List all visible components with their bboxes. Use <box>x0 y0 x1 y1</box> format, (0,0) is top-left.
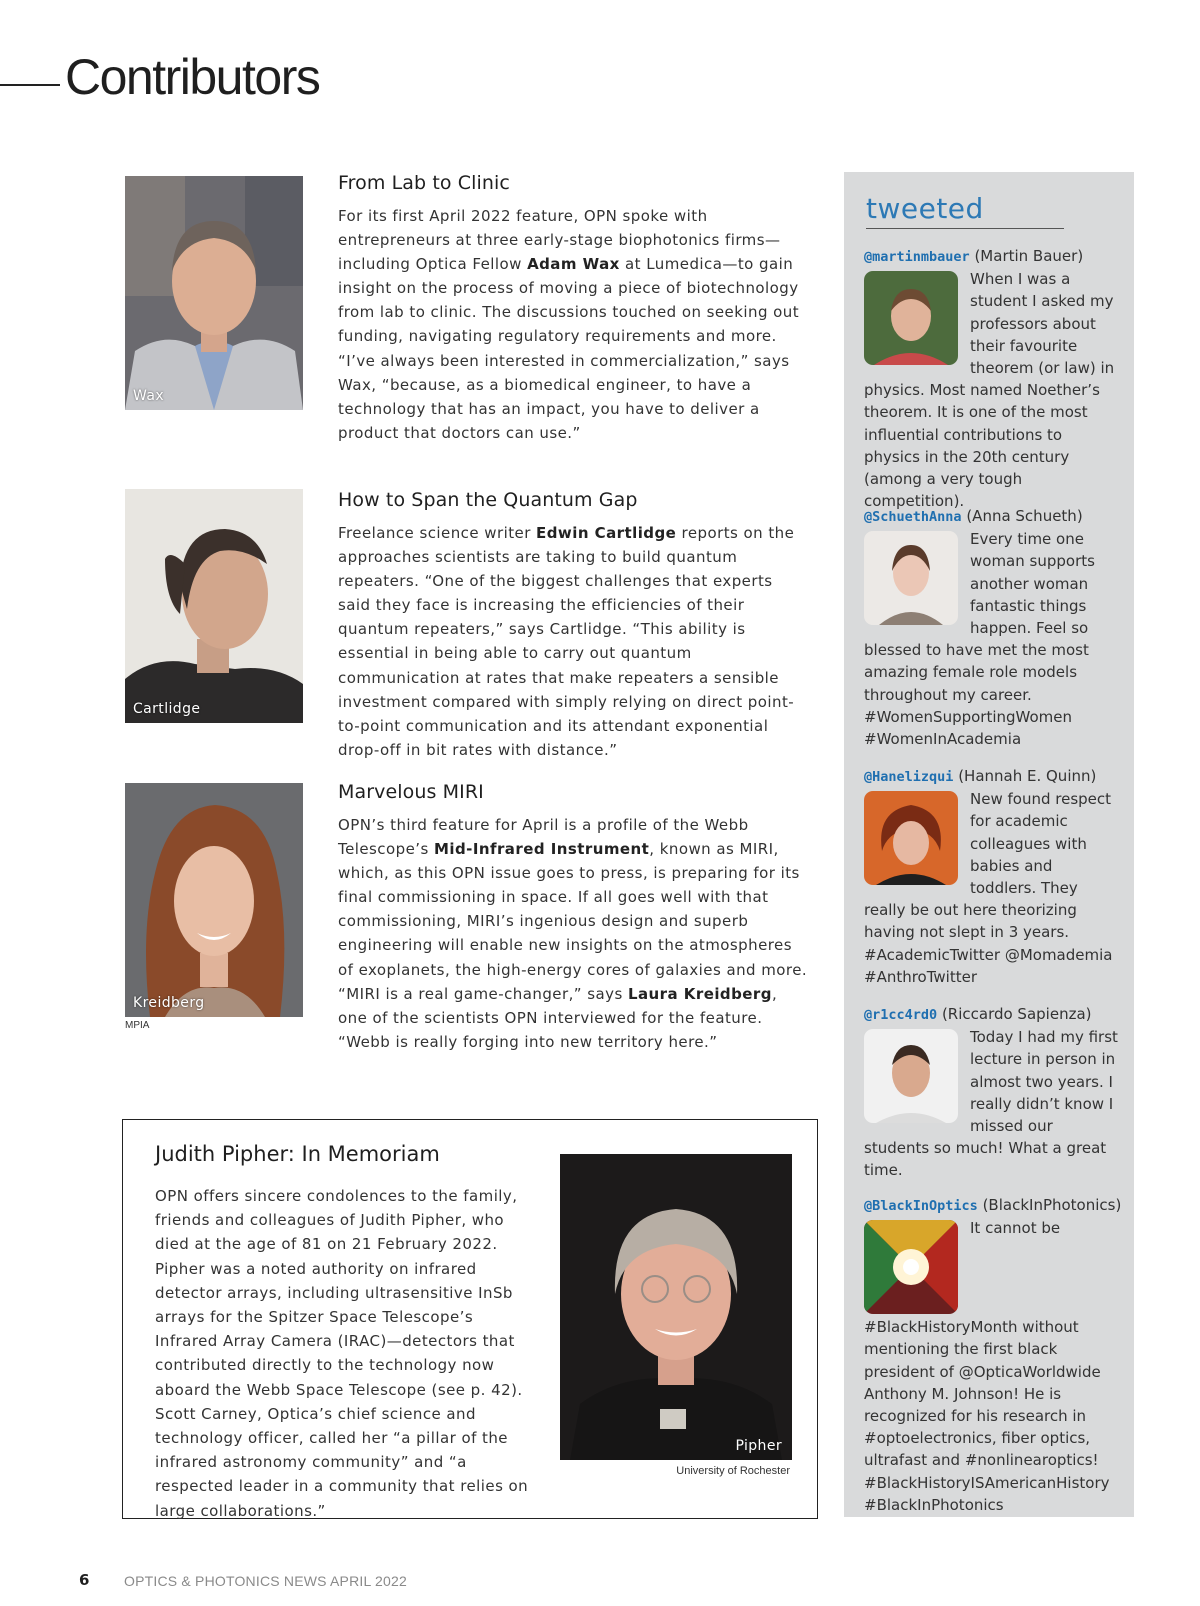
tweet-handle[interactable]: @BlackInOptics <box>864 1198 978 1214</box>
avatar <box>864 791 958 885</box>
avatar <box>864 531 958 625</box>
page-title: Contributors <box>65 49 320 105</box>
tweet-text: It cannot be #BlackHistoryMonth without mentioning the first black president of @OpticaWorldwide Anthony M. Johnson! He is recognized for his research in #optoelectronics, fiber optics, ultrafast and #nonlinearoptics! #BlackHistoryISAmericanHistory #BlackInPhotonics <box>864 1219 1110 1514</box>
sidebar-heading: tweeted <box>866 192 984 225</box>
tweet <box>864 245 1122 512</box>
avatar <box>864 1029 958 1123</box>
tweet <box>864 765 1122 988</box>
tweet <box>864 1194 1122 1516</box>
publication-footer: OPTICS & PHOTONICS NEWS APRIL 2022 <box>124 1573 407 1589</box>
tweet <box>864 1003 1122 1182</box>
author-name: Edwin Cartlidge <box>536 524 677 542</box>
tweeted-sidebar <box>844 172 1134 1517</box>
kreidberg-photo-credit: MPIA <box>125 1020 150 1031</box>
avatar <box>864 271 958 365</box>
avatar <box>864 1220 958 1314</box>
title-rule <box>0 84 60 86</box>
cartlidge-caption: Cartlidge <box>133 701 201 717</box>
story-from-lab-to-clinic <box>338 172 808 445</box>
kreidberg-caption: Kreidberg <box>133 995 205 1011</box>
wax-caption: Wax <box>133 388 165 404</box>
pipher-photo-credit: University of Rochester <box>676 1465 790 1477</box>
memoriam-body: OPN offers sincere condolences to the family, friends and colleagues of Judith Pipher, who died at the age of 81 on 21 February 2022. Pipher was a noted authority on infrared detector arrays, including ultrasensitive InSb arrays for the Spitzer Space Telescope’s Infrared Array Camera (IRAC)—detectors that contributed directly to the technology now aboard the Webb Space Telescope (see p. 42). Scott Carney, Optica’s chief science and technology officer, called her “a pillar of the infrared astronomy community” and “a respected leader in a community that relies on large collaborations.” <box>155 1187 529 1520</box>
tweet-author: (Hannah E. Quinn) <box>958 767 1097 785</box>
tweet-author: (Martin Bauer) <box>974 247 1084 265</box>
story-body: Freelance science writer Edwin Cartlidge reports on the approaches scientists are taking to build quantum repeaters. “One of the biggest challenges that experts said they face is increasing the efficiencies of their quantum repeaters,” says Cartlidge. “This ability is essential in being able to carry out quantum communication at rates that make repeaters a sensible investment compared with simply relying on direct point-to-point communication and its attendant exponential drop-off in bit rates with distance.” <box>338 524 795 759</box>
tweet <box>864 505 1122 750</box>
pipher-caption: Pipher <box>735 1438 782 1454</box>
tweet-author: (Anna Schueth) <box>966 507 1083 525</box>
tweet-text: Every time one woman supports another woman fantastic things happen. Feel so blessed to have met the most amazing female role models throughout my career. #WomenSupportingWomen #WomenInAcademia <box>864 530 1095 749</box>
tweet-text: New found respect for academic colleagues with babies and toddlers. They really be out here theorizing having not slept in 3 years. #AcademicTwitter @Momademia #AnthroTwitter <box>864 790 1113 986</box>
tweet-text: Today I had my first lecture in person in almost two years. I really didn’t know I missed our students so much! What a great time. <box>864 1028 1118 1180</box>
story-quantum-gap <box>338 489 808 762</box>
tweet-handle[interactable]: @SchuethAnna <box>864 509 962 525</box>
author-name: Adam Wax <box>527 255 620 274</box>
story-heading: Marvelous MIRI <box>338 781 484 803</box>
story-heading: From Lab to Clinic <box>338 172 510 194</box>
author-name: Laura Kreidberg <box>627 984 772 1003</box>
wax-photo <box>125 176 303 410</box>
memoriam-box <box>122 1119 818 1519</box>
tweet-handle[interactable]: @Hanelizqui <box>864 769 954 785</box>
tweet-handle[interactable]: @r1cc4rd0 <box>864 1007 938 1023</box>
kreidberg-photo <box>125 783 303 1017</box>
story-marvelous-miri <box>338 781 808 1054</box>
tweet-author: (Riccardo Sapienza) <box>941 1005 1092 1023</box>
story-body: For its first April 2022 feature, OPN spoke with entrepreneurs at three early-stage biophotonics firms—including Optica Fellow Adam Wax at Lumedica—to gain insight on the process of moving a piece of biotechnology from lab to clinic. The discussions touched on seeking out funding, navigating regulatory requirements and more. “I’ve always been interested in commercialization,” says Wax, “because, as a biomedical engineer, to have a technology that has an impact, you have to deliver a product that doctors can use.” <box>338 207 800 442</box>
story-body: OPN’s third feature for April is a profile of the Webb Telescope’s Mid-Infrared Instrument, known as MIRI, which, as this OPN issue goes to press, is preparing for its final commissioning in space. If all goes well with that commissioning, MIRI’s ingenious design and superb engineering will enable new insights on the atmospheres of exoplanets, the high-energy cores of galaxies and more. “MIRI is a real game-changer,” says Laura Kreidberg, one of the scientists OPN interviewed for the feature. “Webb is really forging into new territory here.” <box>338 816 808 1051</box>
pipher-photo <box>560 1154 792 1460</box>
memoriam-heading: Judith Pipher: In Memoriam <box>155 1142 440 1166</box>
story-heading: How to Span the Quantum Gap <box>338 489 638 511</box>
instrument-name: Mid-Infrared Instrument <box>433 840 650 859</box>
tweet-handle[interactable]: @martinmbauer <box>864 249 970 265</box>
tweet-author: (BlackInPhotonics) <box>982 1196 1122 1214</box>
sidebar-heading-rule <box>866 228 1064 229</box>
page-number: 6 <box>79 1571 90 1589</box>
cartlidge-photo <box>125 489 303 723</box>
tweet-text: When I was a student I asked my professors about their favourite theorem (or law) in physics. Most named Noether’s theorem. It is one of the most influential contributions to physics in the 20th century (among a very tough competition). <box>864 270 1115 511</box>
